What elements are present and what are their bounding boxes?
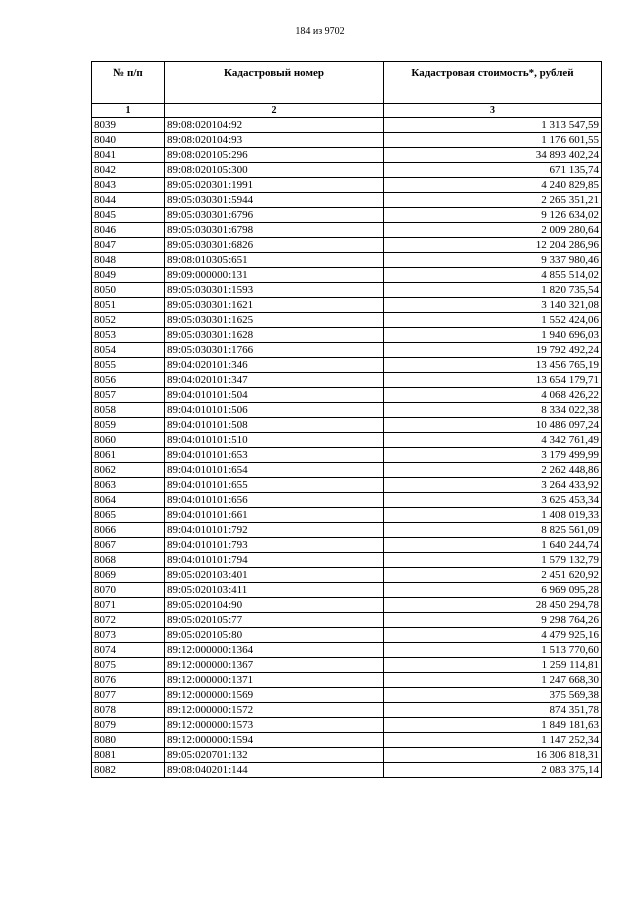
cadastral-value: 10 486 097,24 [384,418,602,433]
row-number: 8058 [92,403,165,418]
cadastral-value: 4 479 925,16 [384,628,602,643]
row-number: 8074 [92,643,165,658]
cadastral-value: 16 306 818,31 [384,748,602,763]
table-row [92,223,602,238]
cadastral-value: 2 451 620,92 [384,568,602,583]
cadastral-number: 89:05:020105:77 [165,613,384,628]
row-number: 8045 [92,208,165,223]
table-row [92,388,602,403]
cadastral-number: 89:12:000000:1573 [165,718,384,733]
table-row [92,538,602,553]
column-number: 2 [165,104,384,118]
table-row [92,328,602,343]
row-number: 8072 [92,613,165,628]
cadastral-number: 89:12:000000:1364 [165,643,384,658]
cadastral-value: 12 204 286,96 [384,238,602,253]
cadastral-value: 4 855 514,02 [384,268,602,283]
table-row [92,253,602,268]
row-number: 8059 [92,418,165,433]
table-row [92,463,602,478]
row-number: 8048 [92,253,165,268]
row-number: 8054 [92,343,165,358]
table-row [92,208,602,223]
cadastral-number: 89:05:020103:401 [165,568,384,583]
row-number: 8056 [92,373,165,388]
row-number: 8055 [92,358,165,373]
cadastral-value: 4 068 426,22 [384,388,602,403]
row-number: 8049 [92,268,165,283]
table-row [92,673,602,688]
table-row [92,298,602,313]
cadastral-number: 89:05:030301:6798 [165,223,384,238]
row-number: 8077 [92,688,165,703]
cadastral-value: 671 135,74 [384,163,602,178]
table-row [92,313,602,328]
cadastral-number: 89:04:020101:347 [165,373,384,388]
row-number: 8069 [92,568,165,583]
cadastral-number: 89:08:020104:92 [165,118,384,133]
table-row [92,748,602,763]
cadastral-value: 1 552 424,06 [384,313,602,328]
cadastral-number: 89:04:010101:506 [165,403,384,418]
cadastral-number: 89:09:000000:131 [165,268,384,283]
cadastral-value: 3 140 321,08 [384,298,602,313]
row-number: 8042 [92,163,165,178]
table-row [92,163,602,178]
cadastral-number: 89:12:000000:1367 [165,658,384,673]
table-row [92,508,602,523]
row-number: 8073 [92,628,165,643]
row-number: 8075 [92,658,165,673]
row-number: 8065 [92,508,165,523]
table-row [92,553,602,568]
row-number: 8062 [92,463,165,478]
cadastral-number: 89:08:020105:300 [165,163,384,178]
row-number: 8043 [92,178,165,193]
cadastral-value: 1 176 601,55 [384,133,602,148]
cadastral-value: 1 247 668,30 [384,673,602,688]
cadastral-number: 89:12:000000:1594 [165,733,384,748]
table-row [92,148,602,163]
row-number: 8079 [92,718,165,733]
cadastral-value: 8 825 561,09 [384,523,602,538]
row-number: 8068 [92,553,165,568]
table-row [92,238,602,253]
cadastral-number: 89:08:040201:144 [165,763,384,778]
cadastral-number: 89:04:010101:793 [165,538,384,553]
cadastral-number: 89:05:030301:1766 [165,343,384,358]
cadastral-value: 1 147 252,34 [384,733,602,748]
row-number: 8046 [92,223,165,238]
cadastral-number: 89:04:010101:656 [165,493,384,508]
table-header-row [92,62,602,104]
cadastral-number: 89:04:010101:794 [165,553,384,568]
row-number: 8044 [92,193,165,208]
table-row [92,598,602,613]
cadastral-value: 13 654 179,71 [384,373,602,388]
row-number: 8080 [92,733,165,748]
cadastral-value: 28 450 294,78 [384,598,602,613]
row-number: 8081 [92,748,165,763]
cadastral-value: 9 126 634,02 [384,208,602,223]
cadastral-value: 874 351,78 [384,703,602,718]
cadastral-value: 2 083 375,14 [384,763,602,778]
cadastral-value: 375 569,38 [384,688,602,703]
header-row-number: № п/п [92,62,165,104]
cadastral-value: 2 265 351,21 [384,193,602,208]
cadastral-number: 89:05:030301:6796 [165,208,384,223]
cadastral-number: 89:04:010101:661 [165,508,384,523]
cadastral-value: 1 579 132,79 [384,553,602,568]
table-row [92,628,602,643]
row-number: 8057 [92,388,165,403]
cadastral-number: 89:05:030301:1625 [165,313,384,328]
row-number: 8060 [92,433,165,448]
table-row [92,133,602,148]
row-number: 8071 [92,598,165,613]
table-row [92,613,602,628]
cadastral-number: 89:05:030301:5944 [165,193,384,208]
table-row [92,403,602,418]
table-row [92,583,602,598]
cadastral-number: 89:12:000000:1572 [165,703,384,718]
table-row [92,568,602,583]
row-number: 8066 [92,523,165,538]
cadastral-number: 89:05:030301:1628 [165,328,384,343]
row-number: 8064 [92,493,165,508]
cadastral-value-table [91,61,602,778]
row-number: 8070 [92,583,165,598]
table-row [92,643,602,658]
table-row [92,268,602,283]
cadastral-number: 89:04:020101:346 [165,358,384,373]
cadastral-value: 1 313 547,59 [384,118,602,133]
table-row [92,493,602,508]
row-number: 8053 [92,328,165,343]
cadastral-value: 1 820 735,54 [384,283,602,298]
cadastral-number: 89:05:020701:132 [165,748,384,763]
cadastral-number: 89:12:000000:1371 [165,673,384,688]
table-row [92,688,602,703]
cadastral-value: 8 334 022,38 [384,403,602,418]
cadastral-number: 89:05:030301:1593 [165,283,384,298]
table-row [92,433,602,448]
table-row [92,703,602,718]
cadastral-value: 34 893 402,24 [384,148,602,163]
row-number: 8052 [92,313,165,328]
table-row [92,658,602,673]
table-row [92,418,602,433]
cadastral-number: 89:04:010101:508 [165,418,384,433]
row-number: 8082 [92,763,165,778]
row-number: 8040 [92,133,165,148]
table-body [92,118,602,778]
cadastral-number: 89:05:030301:1621 [165,298,384,313]
cadastral-number: 89:08:020104:93 [165,133,384,148]
row-number: 8039 [92,118,165,133]
cadastral-number: 89:05:020104:90 [165,598,384,613]
cadastral-value: 1 259 114,81 [384,658,602,673]
cadastral-number: 89:12:000000:1569 [165,688,384,703]
cadastral-number: 89:04:010101:653 [165,448,384,463]
column-number-row [92,104,602,118]
row-number: 8076 [92,673,165,688]
table-row [92,523,602,538]
cadastral-value: 2 262 448,86 [384,463,602,478]
cadastral-number: 89:04:010101:504 [165,388,384,403]
column-number: 3 [384,104,602,118]
table-row [92,763,602,778]
table-row [92,733,602,748]
cadastral-number: 89:04:010101:655 [165,478,384,493]
page-number: 184 из 9702 [295,26,345,37]
table-row [92,448,602,463]
table-row [92,118,602,133]
cadastral-number: 89:05:020103:411 [165,583,384,598]
cadastral-number: 89:05:020105:80 [165,628,384,643]
cadastral-value: 1 640 244,74 [384,538,602,553]
table-row [92,373,602,388]
table-row [92,343,602,358]
cadastral-number: 89:04:010101:510 [165,433,384,448]
row-number: 8061 [92,448,165,463]
header-cadastral-number: Кадастровый номер [165,62,384,104]
cadastral-number: 89:05:020301:1991 [165,178,384,193]
cadastral-value: 9 298 764,26 [384,613,602,628]
table-row [92,358,602,373]
row-number: 8063 [92,478,165,493]
cadastral-number: 89:04:010101:792 [165,523,384,538]
cadastral-value: 4 342 761,49 [384,433,602,448]
cadastral-value: 3 625 453,34 [384,493,602,508]
table-row [92,478,602,493]
row-number: 8050 [92,283,165,298]
cadastral-value: 3 179 499,99 [384,448,602,463]
cadastral-value: 9 337 980,46 [384,253,602,268]
cadastral-value: 13 456 765,19 [384,358,602,373]
row-number: 8067 [92,538,165,553]
cadastral-number: 89:08:020105:296 [165,148,384,163]
cadastral-value: 1 940 696,03 [384,328,602,343]
cadastral-number: 89:08:010305:651 [165,253,384,268]
cadastral-value: 3 264 433,92 [384,478,602,493]
cadastral-value: 1 408 019,33 [384,508,602,523]
table-row [92,193,602,208]
cadastral-number: 89:04:010101:654 [165,463,384,478]
header-cadastral-value: Кадастровая стоимость*, рублей [384,62,602,104]
cadastral-number: 89:05:030301:6826 [165,238,384,253]
cadastral-value: 4 240 829,85 [384,178,602,193]
row-number: 8078 [92,703,165,718]
table-row [92,283,602,298]
cadastral-value: 1 849 181,63 [384,718,602,733]
cadastral-value: 1 513 770,60 [384,643,602,658]
row-number: 8047 [92,238,165,253]
cadastral-value: 19 792 492,24 [384,343,602,358]
column-number: 1 [92,104,165,118]
cadastral-value: 6 969 095,28 [384,583,602,598]
row-number: 8041 [92,148,165,163]
cadastral-value: 2 009 280,64 [384,223,602,238]
table-row [92,718,602,733]
row-number: 8051 [92,298,165,313]
table-row [92,178,602,193]
